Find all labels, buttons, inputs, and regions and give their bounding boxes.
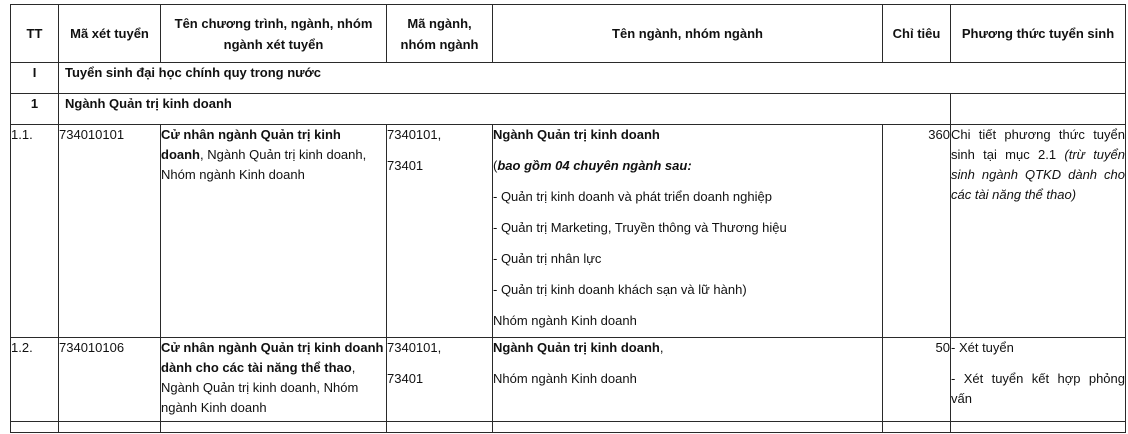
program-name-rest: , Ngành Quản trị kinh doanh, Nhóm ngành Kinh doanh bbox=[161, 147, 367, 182]
tail-cell bbox=[883, 422, 951, 433]
section-number: I bbox=[11, 63, 59, 94]
ma-nganh-line: 7340101, bbox=[387, 340, 442, 355]
header-ma-nganh: Mã ngành, nhóm ngành bbox=[387, 5, 493, 63]
row-ten-nganh bbox=[493, 338, 883, 422]
tail-cell bbox=[387, 422, 493, 433]
row-ten-chuong-trinh bbox=[161, 338, 387, 422]
chuyen-nganh-item: - Quản trị Marketing, Truyền thông và Thương hiệu bbox=[493, 220, 787, 235]
tail-cell bbox=[161, 422, 387, 433]
nganh-title: Ngành Quản trị kinh doanh bbox=[493, 127, 660, 142]
nganh-title: Ngành Quản trị kinh doanh bbox=[493, 340, 660, 355]
nhom-nganh: Nhóm ngành Kinh doanh bbox=[493, 371, 637, 386]
row-ma-xet-tuyen: 734010106 bbox=[59, 338, 161, 422]
phuong-thuc-text: Chi tiết phương thức tuyển sinh tại mục 2.1 bbox=[951, 127, 1125, 162]
header-ma-xet-tuyen: Mã xét tuyển bbox=[59, 5, 161, 63]
nganh-title-line bbox=[493, 338, 882, 358]
major-title: Ngành Quản trị kinh doanh bbox=[59, 94, 951, 125]
row-phuong-thuc bbox=[951, 338, 1126, 422]
row-phuong-thuc bbox=[951, 125, 1126, 338]
nganh-note-text: bao gồm 04 chuyên ngành sau: bbox=[497, 158, 692, 173]
tail-cell bbox=[493, 422, 883, 433]
header-chi-tieu: Chỉ tiêu bbox=[883, 5, 951, 63]
section-row-major bbox=[11, 94, 1126, 125]
nganh-note-paren: ( bbox=[493, 158, 498, 173]
table-row bbox=[11, 125, 1126, 338]
row-chi-tieu: 50 bbox=[883, 338, 951, 422]
program-name-rest: , Ngành Quản trị kinh doanh, Nhóm ngành Kinh doanh bbox=[161, 360, 359, 415]
tail-cell bbox=[951, 422, 1126, 433]
row-ma-nganh bbox=[387, 125, 493, 338]
header-ten-nganh: Tên ngành, nhóm ngành bbox=[493, 5, 883, 63]
row-ten-nganh bbox=[493, 125, 883, 338]
header-ten-chuong-trinh: Tên chương trình, ngành, nhóm ngành xét tuyển bbox=[161, 5, 387, 63]
phuong-thuc-item: - Xét tuyển bbox=[951, 340, 1014, 355]
tail-cell bbox=[59, 422, 161, 433]
major-empty-cell bbox=[951, 94, 1126, 125]
chuyen-nganh-item: - Quản trị kinh doanh và phát triển doanh nghiệp bbox=[493, 189, 772, 204]
section-row-domestic bbox=[11, 63, 1126, 94]
nganh-title-comma: , bbox=[659, 340, 664, 355]
row-chi-tieu: 360 bbox=[883, 125, 951, 338]
chuyen-nganh-item: - Quản trị kinh doanh khách sạn và lữ hành) bbox=[493, 282, 747, 297]
header-tt: TT bbox=[11, 5, 59, 63]
major-number: 1 bbox=[11, 94, 59, 125]
row-ten-chuong-trinh bbox=[161, 125, 387, 338]
nganh-note bbox=[493, 156, 882, 176]
program-name-bold: Cử nhân ngành Quản trị kinh doanh dành cho các tài năng thể thao bbox=[161, 340, 384, 375]
chuyen-nganh-item: - Quản trị nhân lực bbox=[493, 251, 602, 266]
phuong-thuc-note: (trừ tuyển sinh ngành QTKD dành cho các tài năng thể thao) bbox=[951, 147, 1125, 202]
row-tt: 1.1. bbox=[11, 125, 59, 338]
ma-nganh-line: 7340101, bbox=[387, 127, 442, 142]
nhom-nganh: Nhóm ngành Kinh doanh bbox=[493, 313, 637, 328]
header-phuong-thuc: Phương thức tuyển sinh bbox=[951, 5, 1126, 63]
row-tt: 1.2. bbox=[11, 338, 59, 422]
ma-nhom-nganh-line: 73401 bbox=[387, 371, 424, 386]
row-ma-nganh bbox=[387, 338, 493, 422]
tail-cell bbox=[11, 422, 59, 433]
phuong-thuc-item: - Xét tuyển kết hợp phỏng vấn bbox=[951, 371, 1125, 406]
admissions-table bbox=[10, 4, 1126, 433]
table-row bbox=[11, 338, 1126, 422]
row-ma-xet-tuyen: 734010101 bbox=[59, 125, 161, 338]
ma-nhom-nganh-line: 73401 bbox=[387, 158, 424, 173]
header-row bbox=[11, 5, 1126, 63]
section-title: Tuyển sinh đại học chính quy trong nước bbox=[59, 63, 1126, 94]
program-name-bold: Cử nhân ngành Quản trị kinh doanh bbox=[161, 127, 341, 162]
next-row-partial bbox=[11, 422, 1126, 433]
